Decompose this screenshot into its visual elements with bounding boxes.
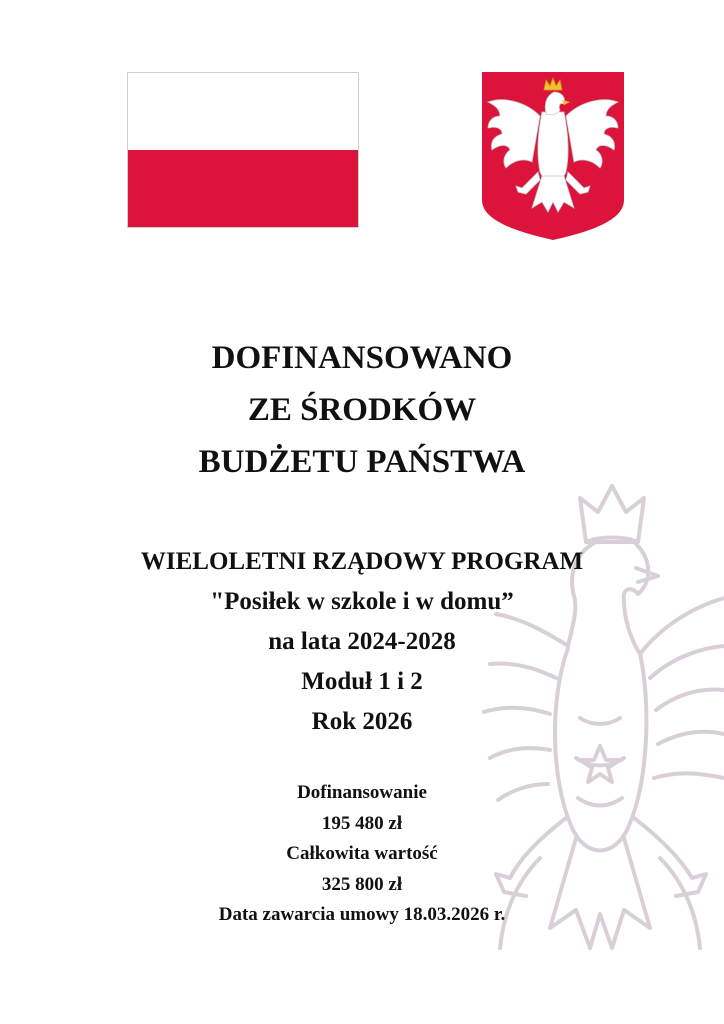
flag-white-stripe [128, 73, 358, 150]
polish-flag-icon [127, 72, 359, 228]
program-block [0, 542, 724, 742]
title-line-1: DOFINANSOWANO [211, 340, 513, 376]
funding-block [0, 778, 724, 931]
funding-label: Dofinansowanie [297, 782, 427, 803]
program-subtitle: "Posiłek w szkole i w domu” [210, 588, 514, 615]
funding-heading [0, 332, 724, 488]
flag-red-stripe [128, 150, 358, 227]
program-years: na lata 2024-2028 [268, 628, 456, 655]
total-label: Całkowita wartość [286, 843, 438, 864]
polish-eagle-emblem-icon [482, 72, 624, 240]
total-amount: 325 800 zł [321, 873, 403, 895]
title-line-2: ZE ŚRODKÓW [247, 392, 477, 428]
contract-date: Data zawarcia umowy 18.03.2026 r. [218, 904, 506, 925]
program-name: WIELOLETNI RZĄDOWY PROGRAM [140, 548, 584, 575]
program-module: Moduł 1 i 2 [301, 668, 423, 695]
title-line-3: BUDŻETU PAŃSTWA [198, 444, 526, 480]
funding-amount: 195 480 zł [321, 812, 403, 834]
program-year: Rok 2026 [311, 708, 413, 735]
